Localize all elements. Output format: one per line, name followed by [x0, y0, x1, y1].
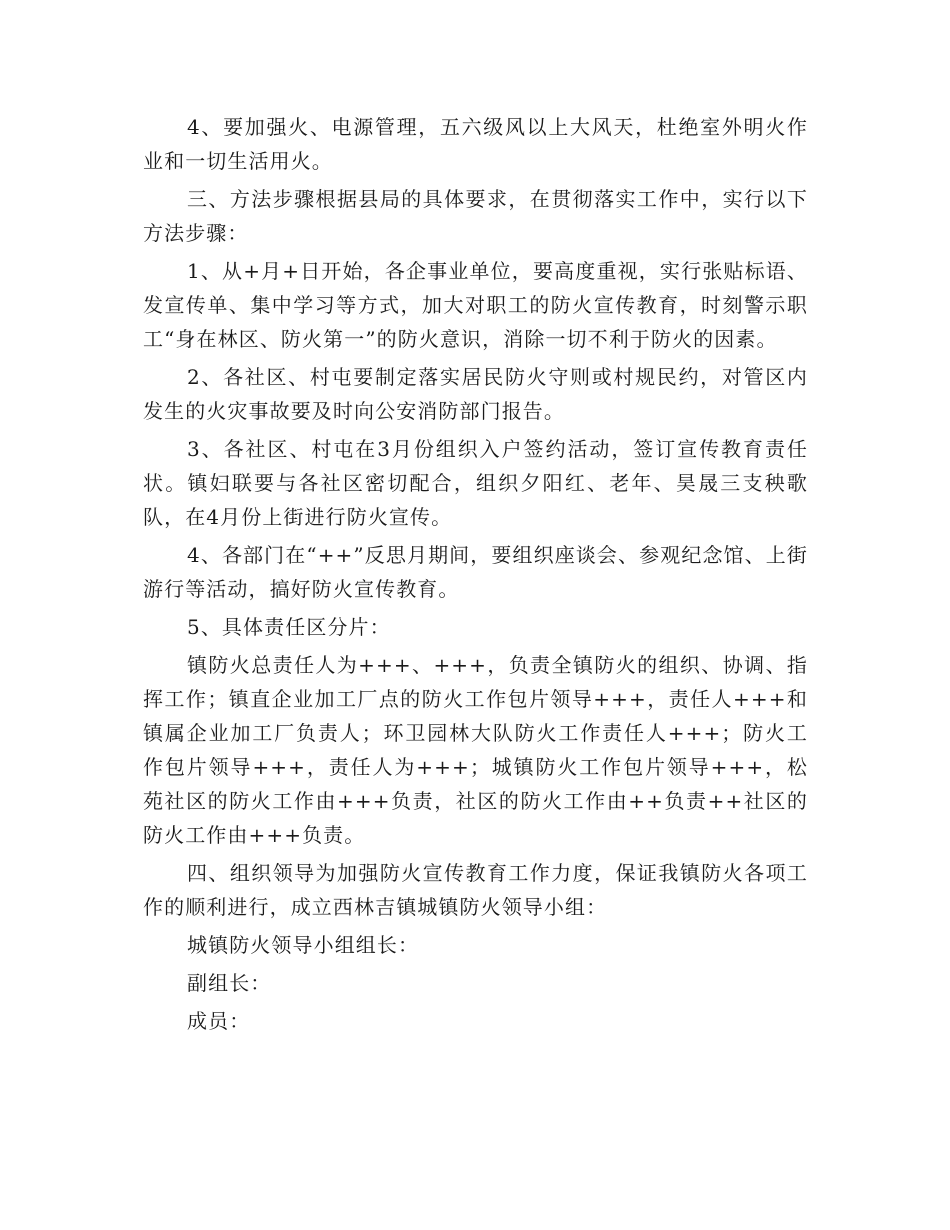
paragraph-step-2-community-rules: 2、各社区、村屯要制定落实居民防火守则或村规民约，对管区内发生的火灾事故要及时向公安消防部门报告。 [143, 365, 808, 423]
paragraph-step-4-reflection-month: 4、各部门在“++”反思月期间，要组织座谈会、参观纪念馆、上街游行等活动，搞好防火宣传教育。 [143, 543, 808, 601]
paragraph-section-four-leadership: 四、组织领导为加强防火宣传教育工作力度，保证我镇防火各项工作的顺利进行，成立西林吉镇城镇防火领导小组： [143, 861, 808, 919]
paragraph-group-leader: 城镇防火领导小组组长： [187, 933, 420, 957]
paragraph-step-3-signing-activity: 3、各社区、村屯在3月份组织入户签约活动，签订宣传教育责任状。镇妇联要与各社区密切配合，组织夕阳红、老年、昊晟三支秧歌队，在4月份上街进行防火宣传。 [143, 437, 808, 529]
paragraph-responsible-persons: 镇防火总责任人为+++、+++，负责全镇防火的组织、协调、指挥工作；镇直企业加工厂点的防火工作包片领导+++，责任人+++和镇属企业加工厂负责人；环卫园林大队防火工作责任人+++；防火工作包片领导+++，责任人为+++；城镇防火工作包片领导+++，松苑社区的防火工作由+++负责，社区的防火工作由++负责++社区的防火工作由+++负责。 [143, 653, 808, 847]
document-body [143, 110, 808, 1042]
paragraph-section-three-methods: 三、方法步骤根据县局的具体要求，在贯彻落实工作中，实行以下方法步骤： [143, 187, 808, 245]
paragraph-deputy-leader: 副组长： [187, 971, 272, 995]
paragraph-step-5-responsibility-zones: 5、具体责任区分片： [187, 615, 391, 639]
paragraph-members: 成员： [187, 1009, 251, 1033]
paragraph-fire-power-management: 4、要加强火、电源管理，五六级风以上大风天，杜绝室外明火作业和一切生活用火。 [143, 115, 808, 173]
paragraph-step-1-publicity: 1、从+月+日开始，各企事业单位，要高度重视，实行张贴标语、发宣传单、集中学习等方式，加大对职工的防火宣传教育，时刻警示职工“身在林区、防火第一”的防火意识，消除一切不利于防火的因素。 [143, 259, 808, 351]
